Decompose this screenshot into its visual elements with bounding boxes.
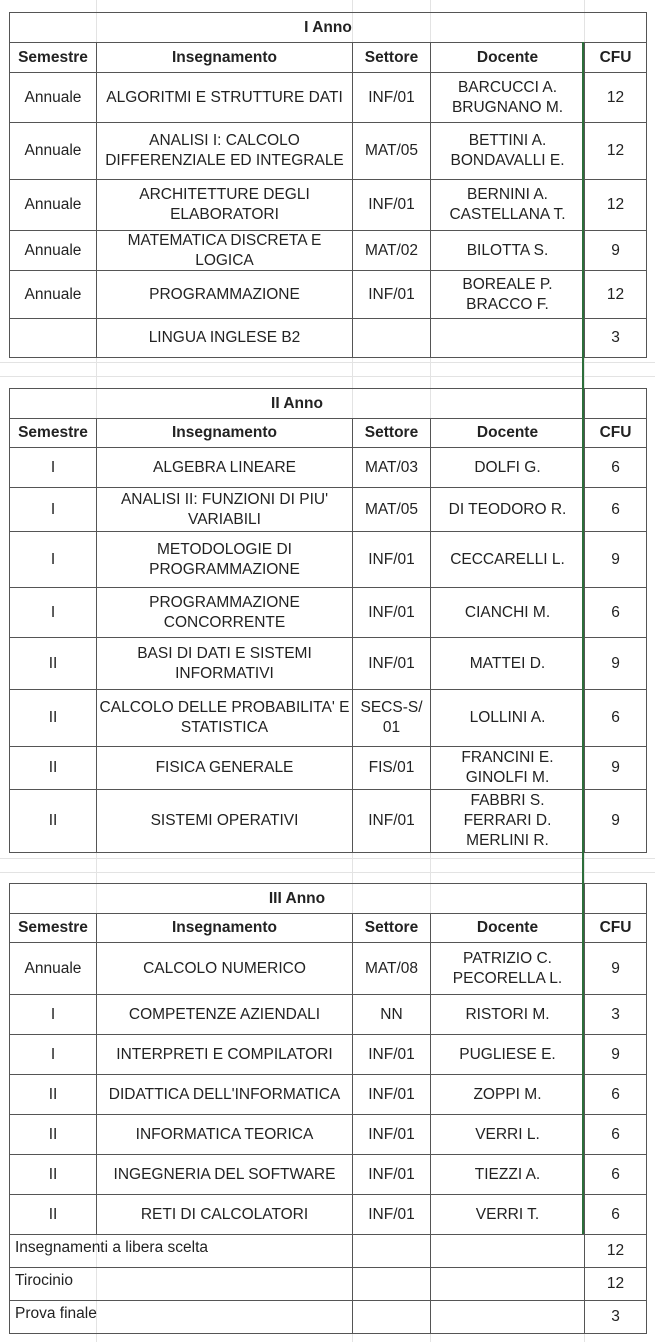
course-semestre-cell bbox=[9, 942, 97, 995]
course-cfu-cell bbox=[584, 746, 647, 790]
course-cfu-cell-text: 6 bbox=[611, 1125, 620, 1143]
course-docente-cell-text: PATRIZIO C. PECORELLA L. bbox=[452, 949, 563, 987]
course-semestre-cell bbox=[9, 587, 97, 638]
course-cfu-cell bbox=[584, 531, 647, 588]
column-header-docente-text: Docente bbox=[476, 919, 539, 936]
extra-label bbox=[9, 1300, 353, 1334]
course-insegnamento-cell-text: INFORMATICA TEORICA bbox=[135, 1125, 314, 1143]
course-insegnamento-cell bbox=[96, 447, 353, 488]
course-settore-cell bbox=[352, 637, 431, 690]
course-insegnamento-cell bbox=[96, 270, 353, 319]
course-settore-cell bbox=[352, 689, 431, 747]
course-settore-cell bbox=[352, 270, 431, 319]
course-docente-cell bbox=[430, 447, 585, 488]
course-insegnamento-cell-text: RETI DI CALCOLATORI bbox=[140, 1205, 309, 1223]
course-semestre-cell bbox=[9, 746, 97, 790]
course-settore-cell-text: INF/01 bbox=[368, 1165, 415, 1183]
course-semestre-cell-text: Annuale bbox=[24, 196, 82, 213]
course-insegnamento-cell-text: ANALISI I: CALCOLO DIFFERENZIALE ED INTEGRALE bbox=[105, 132, 344, 169]
course-semestre-cell bbox=[9, 1194, 97, 1235]
extra-label bbox=[9, 1267, 353, 1301]
course-semestre-cell-text: Annuale bbox=[24, 88, 82, 106]
course-settore-cell-text: INF/01 bbox=[368, 654, 415, 672]
course-insegnamento-cell bbox=[96, 942, 353, 995]
course-semestre-cell-text: II bbox=[48, 812, 58, 829]
course-insegnamento-cell-text: ALGEBRA LINEARE bbox=[152, 458, 296, 476]
course-semestre-cell-text: I bbox=[50, 458, 56, 476]
course-semestre-cell bbox=[9, 531, 97, 588]
course-insegnamento-cell bbox=[96, 487, 353, 532]
course-semestre-cell bbox=[9, 447, 97, 488]
extra-cfu-text: 12 bbox=[606, 1275, 625, 1292]
course-docente-cell-text: ZOPPI M. bbox=[473, 1085, 542, 1103]
course-docente-cell bbox=[430, 746, 585, 790]
column-header-cfu bbox=[584, 42, 647, 73]
column-header-semestre bbox=[9, 418, 97, 448]
column-header-docente-text: Docente bbox=[476, 48, 539, 66]
course-semestre-cell-text: II bbox=[48, 709, 58, 726]
course-docente-cell-text: BILOTTA S. bbox=[466, 241, 549, 259]
column-header-settore bbox=[352, 418, 431, 448]
course-settore-cell bbox=[352, 1034, 431, 1075]
course-insegnamento-cell-text: MATEMATICA DISCRETA E LOGICA bbox=[127, 231, 322, 269]
section-title-text: I Anno bbox=[304, 18, 352, 36]
course-docente-cell-text: VERRI T. bbox=[475, 1205, 540, 1223]
column-header-docente-text: Docente bbox=[476, 424, 539, 441]
course-settore-cell bbox=[352, 318, 431, 358]
column-header-semestre-text: Semestre bbox=[18, 424, 88, 441]
column-header-cfu-text: CFU bbox=[599, 48, 632, 66]
course-cfu-cell-text: 6 bbox=[611, 458, 620, 476]
course-cfu-cell bbox=[584, 270, 647, 319]
course-insegnamento-cell-text: COMPETENZE AZIENDALI bbox=[128, 1005, 321, 1023]
column-header-cfu bbox=[584, 418, 647, 448]
course-semestre-cell bbox=[9, 230, 97, 271]
column-divider bbox=[582, 42, 584, 1234]
course-semestre-cell bbox=[9, 1114, 97, 1155]
course-cfu-cell-text: 12 bbox=[606, 142, 625, 159]
course-insegnamento-cell-text: CALCOLO DELLE PROBABILITA' E STATISTICA bbox=[99, 699, 350, 736]
course-settore-cell-text: MAT/08 bbox=[364, 959, 419, 977]
course-settore-cell-text: INF/01 bbox=[368, 1045, 415, 1063]
course-cfu-cell bbox=[584, 487, 647, 532]
course-settore-cell-text: NN bbox=[380, 1005, 403, 1023]
course-insegnamento-cell bbox=[96, 746, 353, 790]
course-semestre-cell bbox=[9, 1074, 97, 1115]
course-cfu-cell bbox=[584, 994, 647, 1035]
column-header-semestre-text: Semestre bbox=[18, 919, 88, 936]
course-insegnamento-cell-text: INTERPRETI E COMPILATORI bbox=[116, 1045, 333, 1063]
course-cfu-cell bbox=[584, 942, 647, 995]
course-cfu-cell bbox=[584, 179, 647, 231]
course-settore-cell bbox=[352, 447, 431, 488]
course-insegnamento-cell bbox=[96, 689, 353, 747]
course-settore-cell bbox=[352, 487, 431, 532]
column-header-settore-text: Settore bbox=[364, 919, 419, 936]
gridline bbox=[0, 376, 655, 377]
course-cfu-cell-text: 6 bbox=[611, 1205, 620, 1223]
column-header-semestre-text: Semestre bbox=[18, 48, 88, 66]
course-insegnamento-cell bbox=[96, 1154, 353, 1195]
course-semestre-cell bbox=[9, 637, 97, 690]
course-insegnamento-cell-text: INGEGNERIA DEL SOFTWARE bbox=[113, 1165, 336, 1183]
course-cfu-cell bbox=[584, 637, 647, 690]
course-settore-cell-text: INF/01 bbox=[368, 1205, 415, 1223]
course-settore-cell bbox=[352, 942, 431, 995]
course-settore-cell bbox=[352, 1194, 431, 1235]
course-insegnamento-cell bbox=[96, 122, 353, 180]
course-insegnamento-cell bbox=[96, 1034, 353, 1075]
course-docente-cell-text: BERNINI A. CASTELLANA T. bbox=[449, 186, 566, 223]
course-settore-cell-text: INF/01 bbox=[368, 285, 415, 303]
course-cfu-cell bbox=[584, 1074, 647, 1115]
course-settore-cell bbox=[352, 531, 431, 588]
course-insegnamento-cell-text: DIDATTICA DELL'INFORMATICA bbox=[108, 1085, 341, 1103]
course-cfu-cell bbox=[584, 789, 647, 853]
course-cfu-cell-text: 6 bbox=[611, 709, 620, 726]
empty-cell bbox=[352, 1234, 431, 1268]
course-settore-cell bbox=[352, 1114, 431, 1155]
course-insegnamento-cell bbox=[96, 637, 353, 690]
course-settore-cell bbox=[352, 789, 431, 853]
course-docente-cell-text: BARCUCCI A. BRUGNANO M. bbox=[451, 78, 564, 116]
section-title bbox=[9, 883, 585, 914]
column-header-docente bbox=[430, 418, 585, 448]
extra-cfu bbox=[584, 1267, 647, 1301]
course-semestre-cell-text: II bbox=[48, 759, 58, 776]
course-insegnamento-cell-text: SISTEMI OPERATIVI bbox=[150, 812, 299, 829]
course-semestre-cell bbox=[9, 1034, 97, 1075]
extra-cfu bbox=[584, 1300, 647, 1334]
empty-cell bbox=[430, 1300, 585, 1334]
course-insegnamento-cell bbox=[96, 994, 353, 1035]
course-cfu-cell-text: 9 bbox=[611, 654, 620, 672]
column-header-semestre bbox=[9, 913, 97, 943]
section-title-text: II Anno bbox=[271, 394, 323, 412]
column-header-insegnamento bbox=[96, 42, 353, 73]
course-cfu-cell-text: 9 bbox=[611, 959, 620, 977]
course-settore-cell bbox=[352, 587, 431, 638]
course-docente-cell bbox=[430, 179, 585, 231]
course-docente-cell-text: BOREALE P. BRACCO F. bbox=[462, 275, 553, 313]
course-settore-cell bbox=[352, 1074, 431, 1115]
course-insegnamento-cell bbox=[96, 230, 353, 271]
course-docente-cell-text: PUGLIESE E. bbox=[459, 1045, 556, 1063]
column-header-cfu-text: CFU bbox=[599, 919, 632, 936]
course-insegnamento-cell-text: ARCHITETTURE DEGLI ELABORATORI bbox=[139, 186, 310, 223]
course-cfu-cell bbox=[584, 230, 647, 271]
course-insegnamento-cell-text: ALGORITMI E STRUTTURE DATI bbox=[106, 88, 343, 106]
course-settore-cell bbox=[352, 746, 431, 790]
course-docente-cell-text: LOLLINI A. bbox=[469, 709, 546, 726]
course-cfu-cell bbox=[584, 1154, 647, 1195]
extra-label-text: Prova finale bbox=[15, 1305, 97, 1322]
course-insegnamento-cell-text: LINGUA INGLESE B2 bbox=[148, 329, 301, 346]
column-header-settore bbox=[352, 42, 431, 73]
course-docente-cell bbox=[430, 789, 585, 853]
extra-label-text: Insegnamenti a libera scelta bbox=[15, 1239, 209, 1256]
course-docente-cell bbox=[430, 1194, 585, 1235]
course-docente-cell bbox=[430, 587, 585, 638]
course-cfu-cell-text: 12 bbox=[606, 285, 625, 303]
course-docente-cell bbox=[430, 270, 585, 319]
course-semestre-cell-text: Annuale bbox=[24, 142, 82, 159]
section-title-text: III Anno bbox=[268, 889, 326, 907]
course-semestre-cell-text: Annuale bbox=[24, 241, 82, 259]
course-cfu-cell bbox=[584, 1114, 647, 1155]
course-insegnamento-cell-text: PROGRAMMAZIONE bbox=[149, 285, 300, 303]
empty-cell bbox=[584, 388, 647, 419]
course-insegnamento-cell-text: BASI DI DATI E SISTEMI INFORMATIVI bbox=[137, 644, 312, 682]
course-settore-cell-text: MAT/02 bbox=[364, 241, 419, 259]
course-docente-cell-text: CECCARELLI L. bbox=[450, 550, 565, 568]
course-docente-cell-text: RISTORI M. bbox=[465, 1005, 550, 1023]
course-insegnamento-cell bbox=[96, 1114, 353, 1155]
course-docente-cell bbox=[430, 1114, 585, 1155]
course-docente-cell-text: DI TEODORO R. bbox=[448, 500, 567, 518]
course-insegnamento-cell-text: CALCOLO NUMERICO bbox=[143, 959, 306, 977]
course-semestre-cell-text: I bbox=[50, 603, 56, 621]
course-cfu-cell-text: 6 bbox=[611, 1165, 620, 1183]
course-settore-cell bbox=[352, 230, 431, 271]
course-docente-cell bbox=[430, 1034, 585, 1075]
course-semestre-cell bbox=[9, 487, 97, 532]
course-docente-cell-text: FABBRI S. FERRARI D. MERLINI R. bbox=[463, 792, 552, 849]
course-cfu-cell bbox=[584, 1194, 647, 1235]
course-semestre-cell bbox=[9, 72, 97, 123]
course-cfu-cell bbox=[584, 318, 647, 358]
course-cfu-cell-text: 9 bbox=[611, 241, 620, 259]
course-semestre-cell bbox=[9, 122, 97, 180]
course-semestre-cell-text: II bbox=[48, 1205, 58, 1223]
course-settore-cell-text: INF/01 bbox=[368, 196, 415, 213]
course-settore-cell-text: FIS/01 bbox=[368, 759, 415, 776]
course-docente-cell-text: TIEZZI A. bbox=[474, 1165, 541, 1183]
course-settore-cell bbox=[352, 179, 431, 231]
course-semestre-cell-text: II bbox=[48, 1085, 58, 1103]
course-settore-cell-text: INF/01 bbox=[368, 1085, 415, 1103]
course-settore-cell-text: SECS-S/ 01 bbox=[360, 699, 423, 736]
course-docente-cell bbox=[430, 487, 585, 532]
course-semestre-cell-text: I bbox=[50, 500, 56, 518]
course-cfu-cell-text: 9 bbox=[611, 550, 620, 568]
column-header-docente bbox=[430, 42, 585, 73]
course-docente-cell-text: BETTINI A. BONDAVALLI E. bbox=[450, 132, 565, 169]
section-title bbox=[9, 388, 585, 419]
course-semestre-cell-text: I bbox=[50, 1005, 56, 1023]
course-cfu-cell-text: 9 bbox=[611, 1045, 620, 1063]
course-cfu-cell-text: 3 bbox=[611, 329, 620, 346]
course-settore-cell-text: MAT/03 bbox=[364, 458, 419, 476]
course-docente-cell bbox=[430, 72, 585, 123]
course-cfu-cell-text: 6 bbox=[611, 500, 620, 518]
course-settore-cell bbox=[352, 122, 431, 180]
course-semestre-cell bbox=[9, 179, 97, 231]
course-docente-cell bbox=[430, 942, 585, 995]
course-semestre-cell-text: I bbox=[50, 1045, 56, 1063]
column-header-settore-text: Settore bbox=[364, 48, 419, 66]
course-semestre-cell bbox=[9, 1154, 97, 1195]
course-cfu-cell-text: 12 bbox=[606, 196, 625, 213]
empty-cell bbox=[430, 1234, 585, 1268]
course-docente-cell bbox=[430, 531, 585, 588]
course-docente-cell-text: MATTEI D. bbox=[469, 654, 546, 672]
course-cfu-cell-text: 6 bbox=[611, 1085, 620, 1103]
course-settore-cell bbox=[352, 1154, 431, 1195]
column-header-insegnamento-text: Insegnamento bbox=[171, 424, 278, 441]
column-header-cfu bbox=[584, 913, 647, 943]
course-cfu-cell-text: 6 bbox=[611, 603, 620, 621]
course-semestre-cell bbox=[9, 994, 97, 1035]
course-docente-cell bbox=[430, 689, 585, 747]
course-insegnamento-cell-text: ANALISI II: FUNZIONI DI PIU' VARIABILI bbox=[120, 490, 329, 528]
empty-cell bbox=[352, 1300, 431, 1334]
course-semestre-cell bbox=[9, 318, 97, 358]
column-header-insegnamento-text: Insegnamento bbox=[171, 48, 278, 66]
course-docente-cell bbox=[430, 994, 585, 1035]
course-docente-cell-text: VERRI L. bbox=[475, 1125, 540, 1143]
course-docente-cell bbox=[430, 318, 585, 358]
gridline bbox=[0, 362, 655, 363]
course-semestre-cell bbox=[9, 789, 97, 853]
course-settore-cell-text: INF/01 bbox=[368, 812, 415, 829]
empty-cell bbox=[584, 883, 647, 914]
course-settore-cell bbox=[352, 994, 431, 1035]
course-semestre-cell bbox=[9, 270, 97, 319]
course-cfu-cell bbox=[584, 72, 647, 123]
column-header-settore bbox=[352, 913, 431, 943]
course-insegnamento-cell bbox=[96, 587, 353, 638]
course-docente-cell bbox=[430, 122, 585, 180]
column-header-insegnamento bbox=[96, 913, 353, 943]
column-header-insegnamento bbox=[96, 418, 353, 448]
extra-cfu-text: 12 bbox=[606, 1242, 625, 1259]
course-cfu-cell bbox=[584, 587, 647, 638]
course-semestre-cell-text: II bbox=[48, 1125, 58, 1143]
course-settore-cell-text: INF/01 bbox=[368, 88, 415, 106]
column-header-semestre bbox=[9, 42, 97, 73]
course-insegnamento-cell bbox=[96, 318, 353, 358]
column-header-settore-text: Settore bbox=[364, 424, 419, 441]
course-settore-cell-text: INF/01 bbox=[368, 550, 415, 568]
course-cfu-cell-text: 9 bbox=[611, 812, 620, 829]
course-docente-cell-text: DOLFI G. bbox=[474, 458, 541, 476]
course-cfu-cell bbox=[584, 122, 647, 180]
course-semestre-cell-text: I bbox=[50, 550, 56, 568]
course-cfu-cell-text: 12 bbox=[606, 88, 625, 106]
course-semestre-cell-text: II bbox=[48, 654, 58, 672]
extra-cfu-text: 3 bbox=[611, 1308, 620, 1325]
gridline bbox=[0, 858, 655, 859]
course-semestre-cell-text: II bbox=[48, 1165, 58, 1183]
extra-label bbox=[9, 1234, 353, 1268]
course-insegnamento-cell-text: METODOLOGIE DI PROGRAMMAZIONE bbox=[149, 540, 300, 578]
extra-cfu bbox=[584, 1234, 647, 1268]
course-cfu-cell-text: 3 bbox=[611, 1005, 620, 1023]
course-docente-cell-text: FRANCINI E. GINOLFI M. bbox=[461, 749, 554, 786]
column-header-docente bbox=[430, 913, 585, 943]
course-settore-cell-text: INF/01 bbox=[368, 1125, 415, 1143]
course-docente-cell bbox=[430, 1074, 585, 1115]
column-header-cfu-text: CFU bbox=[599, 424, 632, 441]
course-cfu-cell bbox=[584, 447, 647, 488]
course-semestre-cell bbox=[9, 689, 97, 747]
course-semestre-cell-text: Annuale bbox=[24, 959, 82, 977]
course-cfu-cell-text: 9 bbox=[611, 759, 620, 776]
course-docente-cell bbox=[430, 230, 585, 271]
course-docente-cell bbox=[430, 1154, 585, 1195]
course-insegnamento-cell-text: FISICA GENERALE bbox=[155, 759, 294, 776]
course-settore-cell-text: MAT/05 bbox=[364, 500, 419, 518]
course-cfu-cell bbox=[584, 689, 647, 747]
course-insegnamento-cell bbox=[96, 1194, 353, 1235]
gridline bbox=[0, 872, 655, 873]
extra-label-text: Tirocinio bbox=[15, 1272, 73, 1289]
course-insegnamento-cell-text: PROGRAMMAZIONE CONCORRENTE bbox=[149, 593, 300, 631]
empty-cell bbox=[430, 1267, 585, 1301]
course-settore-cell bbox=[352, 72, 431, 123]
course-docente-cell-text: CIANCHI M. bbox=[464, 603, 551, 621]
section-title bbox=[9, 12, 647, 43]
course-insegnamento-cell bbox=[96, 72, 353, 123]
course-semestre-cell-text: Annuale bbox=[24, 285, 82, 303]
course-insegnamento-cell bbox=[96, 531, 353, 588]
column-header-insegnamento-text: Insegnamento bbox=[171, 919, 278, 936]
course-insegnamento-cell bbox=[96, 789, 353, 853]
course-settore-cell-text: INF/01 bbox=[368, 603, 415, 621]
course-insegnamento-cell bbox=[96, 1074, 353, 1115]
empty-cell bbox=[352, 1267, 431, 1301]
course-insegnamento-cell bbox=[96, 179, 353, 231]
course-docente-cell bbox=[430, 637, 585, 690]
course-cfu-cell bbox=[584, 1034, 647, 1075]
course-settore-cell-text: MAT/05 bbox=[364, 142, 419, 159]
